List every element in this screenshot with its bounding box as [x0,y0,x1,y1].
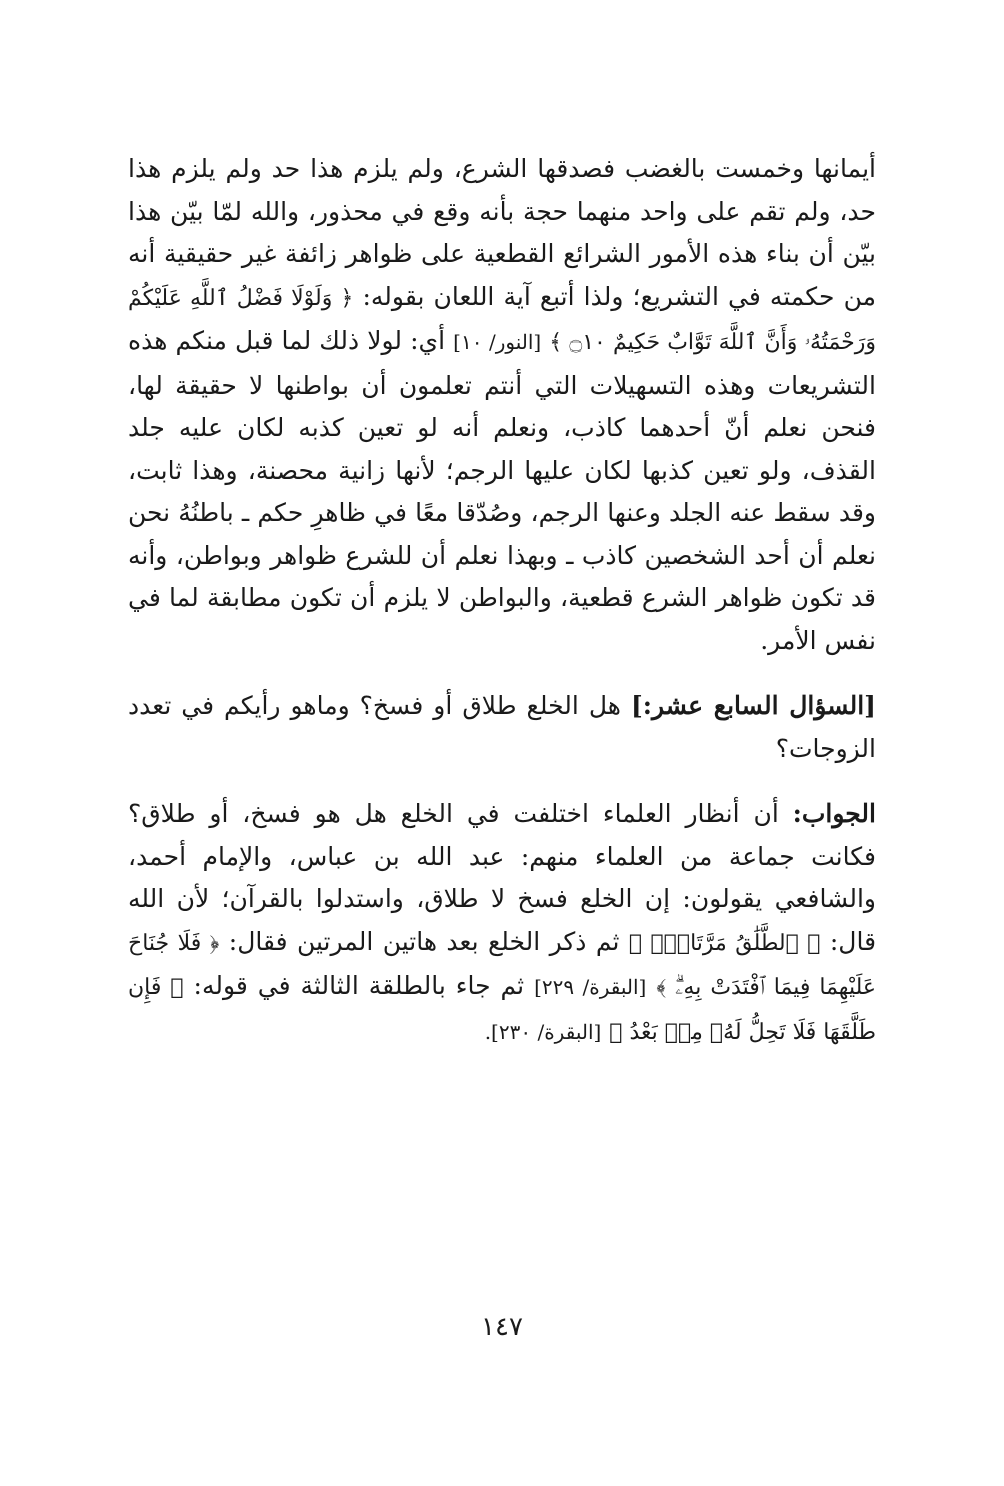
question-text: هل الخلع طلاق أو فسخ؟ وماهو رأيكم في تعدد الزوجات؟ [128,691,876,763]
quran-verse-tahil: ﴿ فَإِن طَلَّقَهَا فَلَا تَحِلُّ لَهُۥ مِنۢ بَعْدُ ﴾ [128,975,876,1045]
paragraph-lian-continuation: أي: لولا ذلك لما قبل منكم هذه التشريعات وهذه التسهيلات التي أنتم تعلمون أن بواطنها لا حقيقة لها، فنحن نعلم أنّ أحدهما كاذب، ونعلم أنه لو تعين كذبه لكان عليه جلد القذف، ولو تعين كذبها لكان عليها الرجم؛ لأنها زانية محصنة، وهذا ثابت، وقد سقط عنه الجلد وعنها الرجم، وصُدّقا معًا في ظاهرِ حكم ـ باطنُهُ نحن نعلم أن أحد الشخصين كاذب ـ وبهذا نعلم أن للشرع ظواهر وبواطن، وأنه قد تكون ظواهر الشرع قطعية، والبواطن لا يلزم أن تكون مطابقة لما في نفس الأمر. [128,326,876,655]
quran-verse-iftadat: ﴿ فَلَا جُنَاحَ عَلَيْهِمَا فِيمَا ٱفْتَدَتْ بِهِۦۗ ﴾ [128,930,876,1000]
page-body [128,148,876,1448]
quran-verse-nur: ﴿ وَلَوْلَا فَضْلُ ٱللَّهِ عَلَيْكُمْ وَرَحْمَتُهُۥ وَأَنَّ ٱللَّهَ تَوَّابٌ حَكِيمٌ ۝١٠ ﴾ [128,285,877,355]
question-label: [السؤال السابع عشر:] [630,691,876,720]
question-paragraph [128,685,876,770]
verse-reference-baqara-229: [البقرة/ ٢٢٩] [534,975,647,999]
page-number: ١٤٧ [481,1312,523,1342]
answer-label: الجواب: [792,799,876,828]
verse-reference-baqara-230: [البقرة/ ٢٣٠]. [484,1019,602,1044]
paragraph-lian [128,148,876,662]
answer-text-3: ثم جاء بالطلقة الثالثة في قوله: [193,971,525,1000]
answer-paragraph [128,793,876,1054]
verse-reference-nur: [النور/ ١٠] [453,330,542,354]
quran-verse-talaq: ﴿ ٱلطَّلَٰقُ مَرَّتَانِۖ ﴾ [628,930,821,956]
paragraph-lian-text: أيمانها وخمست بالغضب فصدقها الشرع، ولم يلزم هذا حد ولم يلزم هذا حد، ولم تقم على واحد منهما حجة بأنه وقع في محذور، والله لمّا بيّن هذا بيّن أن بناء هذه الأمور الشرائع القطعية على ظواهر زائفة غير حقيقية أنه من حكمته في التشريع؛ ولذا أتبع آية اللعان بقوله: [128,154,876,311]
answer-text-2: ثم ذكر الخلع بعد هاتين المرتين فقال: [228,926,620,956]
answer-text-1: أن أنظار العلماء اختلفت في الخلع هل هو فسخ، أو طلاق؟ فكانت جماعة من العلماء منهم: عبد الله بن عباس، والإمام أحمد، والشافعي يقولون: إن الخلع فسخ لا طلاق، واستدلوا بالقرآن؛ لأن الله قال: [128,799,877,956]
